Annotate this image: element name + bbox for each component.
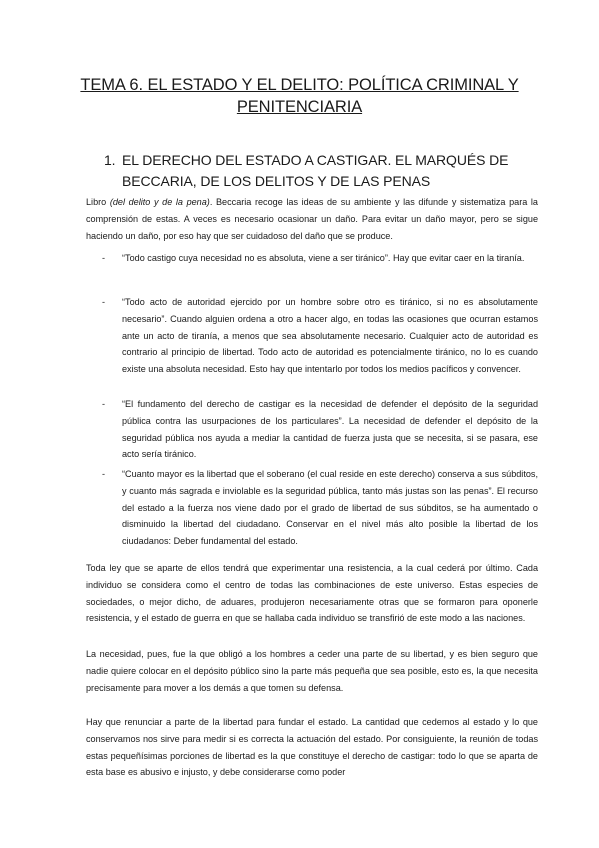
document-title: [40, 74, 559, 118]
section-number: 1.: [104, 152, 116, 168]
intro-paragraph: [86, 194, 538, 244]
bullet-text: “Todo acto de autoridad ejercido por un hombre sobre otro es tiránico, si no es absolutamente necesario”. Cuando alguien ordena a otro a hacer algo, en todas las ocasiones que ocurran estamos ante un acto de tiranía, a menos que sea absolutamente necesario. Cualquier acto de autoridad es contrario al principio de libertad. Todo acto de autoridad es potencialmente tiránico, no lo es cuando existe una absoluta necesidad. Esto hay que intentarlo por todos los medios pacíficos y convencer.: [122, 297, 538, 375]
title-line-2: PENITENCIARIA: [236, 98, 363, 116]
body-paragraph: Hay que renunciar a parte de la libertad para fundar el estado. La cantidad que cedemos al estado y lo que conservamos nos sirve para medir si es correcta la actuación del estado. Por consiguiente, la reunión de todas estas pequeñísimas porciones de libertad es la que constituye el derecho de castigar: todo lo que se aparta de esta base es abusivo e injusto, y debe considerarse como poder: [86, 717, 538, 778]
bullet-dash: -: [102, 469, 106, 479]
bullet-text: “El fundamento del derecho de castigar es la necesidad de defender el depósito de la seguridad pública contra las usurpaciones de los particulares”. La necesidad de defender el depósito de la seguridad pública nos ayuda a mediar la cantidad de fuerza justa que se necesita, si se pasara, ese acto sería tiránico.: [122, 399, 538, 460]
intro-prefix: Libro: [86, 197, 110, 207]
bullet-item: [86, 466, 538, 550]
book-title: (del delito y de la pena): [109, 197, 210, 207]
body-paragraph: La necesidad, pues, fue la que obligó a los hombres a ceder una parte de su libertad, y es bien seguro que nadie quiere colocar en el depósito público sino la parte más pequeña que sea posible, esto es, la que necesita precisamente para mover a los demás a que tomen su defensa.: [86, 649, 538, 693]
intro-text: . Beccaria recoge las ideas de su ambiente y las difunde y sistematiza para la comprensión de estas. A veces es necesario ocasionar un daño. Para evitar un daño mayor, pero se sigue haciendo un daño, por eso hay que ser cuidadoso del daño que se produce.: [86, 197, 538, 241]
bullet-item: [86, 294, 538, 378]
bullet-item: [86, 250, 538, 267]
title-line-1: TEMA 6. EL ESTADO Y EL DELITO: POLÍTICA CRIMINAL Y: [80, 76, 519, 94]
section-title: EL DERECHO DEL ESTADO A CASTIGAR. EL MARQUÉS DE BECCARIA, DE LOS DELITOS Y DE LAS PENAS: [122, 152, 509, 189]
bullet-dash: -: [102, 253, 106, 263]
bullet-item: [86, 396, 538, 463]
bullet-dash: -: [102, 297, 106, 307]
body-paragraph: Toda ley que se aparte de ellos tendrá que experimentar una resistencia, a la cual cederá por último. Cada individuo se considera como el centro de todas las combinaciones de este universo. Estas especies de sociedades, o mejor dicho, de aduares, produjeron necesariamente otras que se formaron para oponerle resistencia, y el estado de guerra en que se hallaba cada individuo se transfirió de este modo a las naciones.: [86, 563, 538, 624]
bullet-text: “Cuanto mayor es la libertad que el soberano (el cual reside en este derecho) conserva a sus súbditos, y cuanto más sagrada e inviolable es la seguridad pública, tanto más justas son las penas”. El recurso del estado a la fuerza nos viene dado por el grado de libertad de sus súbditos, se ha aumentado o disminuido la libertad del ciudadano. Conservar en el nivel más alto posible la libertad de los ciudadanos: Deber fundamental del estado.: [122, 469, 538, 547]
bullet-dash: -: [102, 399, 106, 409]
section-heading: [104, 150, 544, 192]
bullet-text: “Todo castigo cuya necesidad no es absoluta, viene a ser tiránico”. Hay que evitar caer en la tiranía.: [122, 253, 525, 263]
